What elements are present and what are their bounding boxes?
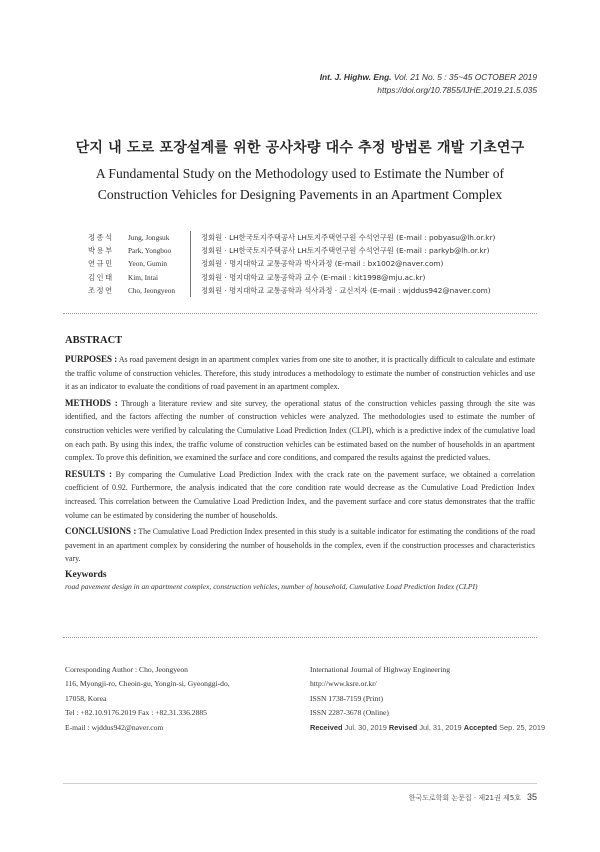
keywords-text: road pavement design in an apartment complex, construction vehicles, number of household, Cumulative Load Prediction Index (CLPI) (65, 581, 478, 591)
author-name-korean: 조정연 (88, 285, 114, 295)
results-paragraph (65, 468, 535, 522)
address-line-1: 116, Myongji-ro, Cheoin-gu, Yongin-si, Gyeonggi-do, (65, 679, 230, 689)
footer-rule (63, 783, 537, 784)
purposes-paragraph (65, 353, 535, 394)
journal-url[interactable]: http://www.ksre.or.kr/ (310, 679, 377, 689)
author-name-korean: 박용부 (88, 246, 114, 256)
author-affiliation: 정회원 · 명지대학교 교통공학과 교수 (E-mail : kit1998@mju.ac.kr) (190, 271, 425, 284)
keywords-heading: Keywords (65, 568, 107, 580)
author-row (88, 284, 495, 297)
journal-volume: Vol. 21 No. 5 : 35~45 OCTOBER 2019 (393, 72, 537, 82)
author-affiliation: 정회원 · 명지대학교 교통공학과 석사과정 · 교신저자 (E-mail : wjddus942@naver.com) (190, 284, 491, 297)
author-name-korean: 연규민 (88, 259, 114, 269)
submission-dates (310, 721, 545, 735)
purposes-text: As road pavement design in an apartment complex varies from one site to another, it is practically difficult to calculate and estimate the traffic volume of construction vehicles. Therefore, this study introduces a methodology to estimate the number of construction vehicles and use it as an indicator to evaluate the conditions of road pavement in an apartment complex. (65, 355, 535, 392)
page-footer (409, 792, 537, 803)
author-row (88, 244, 495, 257)
author-name-english: Yeon, Gumin (128, 259, 167, 269)
abstract-section (65, 335, 535, 591)
author-affiliation: 정회원 · LH한국토지주택공사 LH토지주택연구원 수석연구원 (E-mail : pobyasu@lh.or.kr) (190, 231, 495, 244)
footer-journal-korean: 한국도로학회 논문집 · 제21권 제5호 (408, 794, 521, 802)
methods-label: METHODS : (65, 397, 118, 408)
author-name-english: Cho, Jeongyeon (128, 285, 176, 295)
author-affiliation: 정회원 · 명지대학교 교통공학과 박사과정 (E-mail : bx1002@naver.com) (190, 257, 443, 270)
divider-top (63, 313, 537, 314)
journal-header (320, 71, 537, 97)
journal-abbrev: Int. J. Highw. Eng. (319, 72, 392, 82)
author-name-english: Jung, Jongsuk (128, 233, 170, 242)
revised-date: Jul. 31, 2019 (419, 722, 462, 732)
conclusions-label: CONCLUSIONS : (65, 526, 137, 537)
journal-name: International Journal of Highway Engineering (310, 665, 451, 674)
methods-paragraph (65, 397, 535, 465)
conclusions-paragraph (65, 525, 535, 566)
title-english (0, 163, 600, 205)
author-row (88, 257, 495, 270)
purposes-label: PURPOSES : (65, 354, 118, 364)
title-english-line-1: A Fundamental Study on the Methodology used to Estimate the Number of (95, 166, 505, 181)
title-korean: 단지 내 도로 포장설계를 위한 공사차량 대수 추정 방법론 개발 기초연구 (75, 140, 525, 156)
address-line-2: 17058, Korea (65, 693, 107, 703)
author-row (88, 231, 495, 244)
abstract-heading: ABSTRACT (65, 335, 123, 346)
results-text: By comparing the Cumulative Load Prediction Index with the crack rate on the pavement surface, we obtained a correlation coefficient of 0.92. Furthermore, the analysis indicated that the core condition rate would decrease as the Cumulative Load Prediction Index increased. This correlation between the Cumulative Load Prediction Index, and the pavement surface and core status demonstrates that the traffic volume can be estimated by considering the number of households. (65, 469, 535, 520)
conclusions-text: The Cumulative Load Prediction Index presented in this study is a suitable indicator for estimating the conditions of the road pavement in an apartment complex by considering the number of households in the complex, even if the construction processes and characteristics vary. (65, 527, 535, 564)
author-name-english: Park, Yongboo (128, 246, 172, 256)
author-row (88, 271, 495, 284)
journal-volume-line (320, 71, 537, 84)
accepted-label: Accepted (463, 722, 498, 732)
divider-bottom (63, 637, 537, 638)
author-name-english: Kim, Intai (128, 272, 158, 282)
received-label: Received (310, 722, 343, 732)
methods-text: Through a literature review and site survey, the operational status of the construction vehicles passing through the site was identified, and the factors affecting the number of construction vehicles were analyzed. The methodologies used to estimate the number of construction vehicles were verified by calculating the Cumulative Load Prediction Index (CLPI), which is a predictive index of the cumulative load on each path. By using this index, the traffic volume of construction vehicles can be estimated based on the number of households in an apartment complex. To prove this definition, we examined the surface and core conditions, and compared the results against the predicted values. (65, 398, 535, 463)
tel-fax: Tel : +82.10.9176.2019 Fax : +82.31.336.2885 (65, 708, 207, 718)
title-english-line-2: Construction Vehicles for Designing Pavements in an Apartment Complex (97, 187, 503, 202)
revised-label: Revised (388, 722, 418, 732)
page-number: 35 (526, 792, 537, 802)
accepted-date: Sep. 25, 2019 (499, 722, 546, 732)
corresponding-email[interactable]: E-mail : wjddus942@naver.com (65, 722, 164, 732)
author-name-korean: 김인태 (88, 272, 114, 282)
journal-info-block (310, 663, 545, 735)
author-list (88, 231, 495, 297)
author-name-korean: 정종석 (88, 233, 114, 242)
doi-link[interactable]: https://doi.org/10.7855/IJHE.2019.21.5.035 (377, 85, 537, 95)
author-affiliation: 정회원 · LH한국토지주택공사 LH토지주택연구원 수석연구원 (E-mail : parkyb@lh.or.kr) (190, 244, 489, 257)
issn-print: ISSN 1738-7159 (Print) (310, 693, 383, 703)
received-date: Jul. 30, 2019 (344, 722, 387, 732)
corresponding-author: Corresponding Author : Cho, Jeongyeon (65, 665, 188, 674)
results-label: RESULTS : (65, 468, 113, 479)
corresponding-author-block (65, 663, 230, 735)
issn-online: ISSN 2287-3678 (Online) (310, 708, 389, 718)
